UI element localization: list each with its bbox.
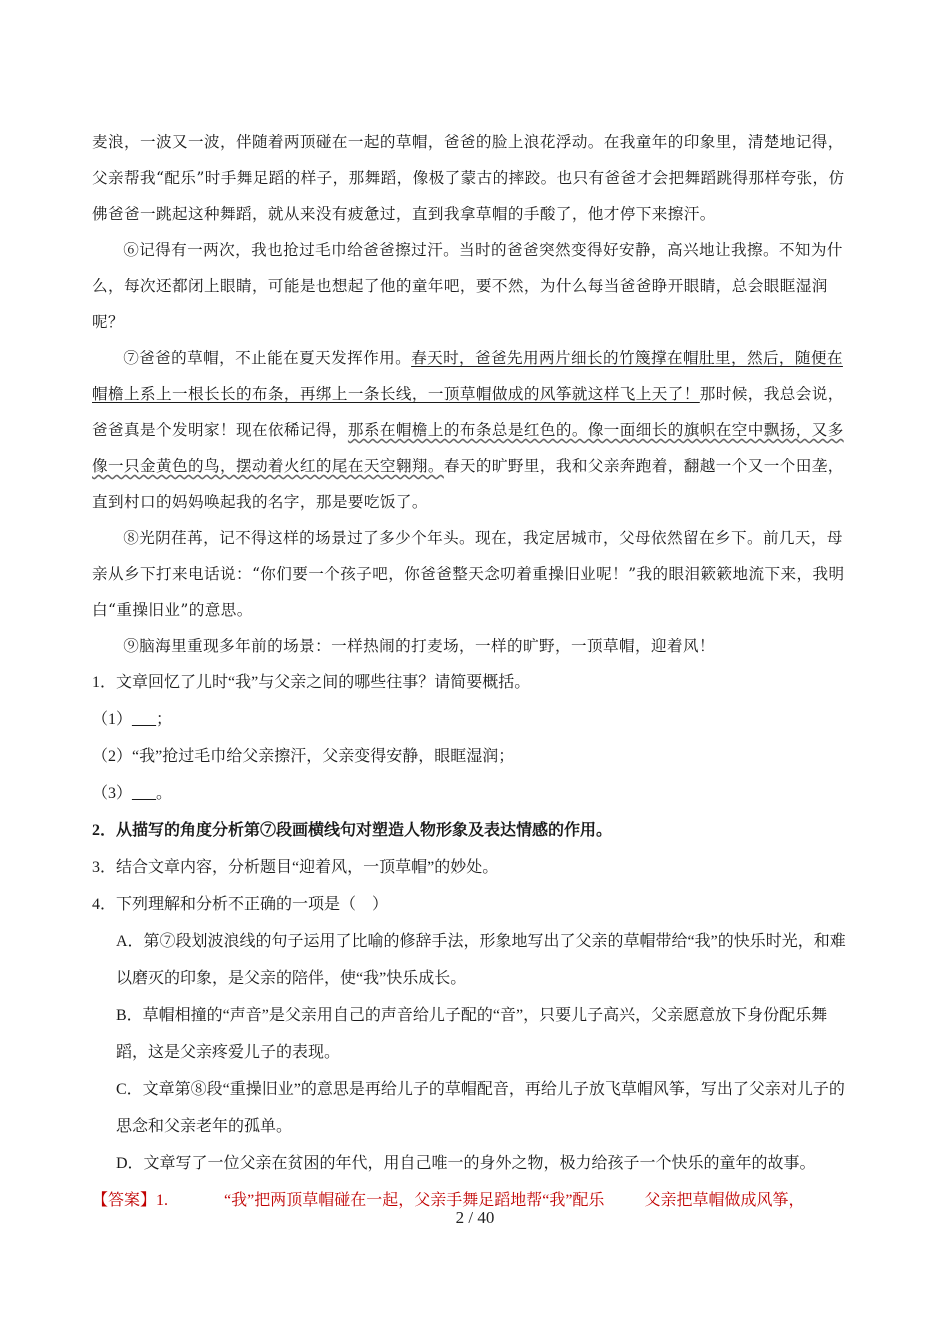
answer-label: 【答案】1. (92, 1192, 169, 1209)
page-number: 2 / 40 (455, 1208, 495, 1227)
question-3: 3．结合文章内容，分析题目“迎着风，一顶草帽”的妙处。 (92, 859, 499, 876)
item-1-prefix: （1） (92, 711, 133, 728)
underlined-sentence: 春天时，爸爸先用两片细长的竹篾撑在帽肚里，然后，随便在帽檐上系上一根长长的布条，再绑上一条长线，一顶草帽做成的风筝就这样飞上天了！ (92, 349, 843, 403)
paragraph-5-continued: 麦浪，一波又一波，伴随着两顶碰在一起的草帽，爸爸的脸上浪花浮动。在我童年的印象里，清楚地记得，父亲帮我“配乐”时手舞足蹈的样子，那舞蹈，像极了蒙古的摔跤。也只有爸爸才会把舞蹈跳得那样夸张，仿佛爸爸一跳起这种舞蹈，就从来没有疲惫过，直到我拿草帽的手酸了，他才停下来擦汗。 (92, 133, 845, 223)
paragraph-7-end: 春天的旷野里，我和父亲奔跑着，翻越一个又一个田垄，直到村口的妈妈唤起我的名字，那是要吃饭了。 (92, 457, 844, 511)
option-c: C．文章第⑧段“重操旧业”的意思是再给儿子的草帽配音，再给儿子放飞草帽风筝，写出了父亲对儿子的思念和父亲老年的孤单。 (116, 1081, 845, 1135)
answer-1-1: “我”把两顶草帽碰在一起，父亲手舞足蹈地帮“我”配乐 (224, 1192, 605, 1209)
option-b: B．草帽相撞的“声音”是父亲用自己的声音给儿子配的“音”，只要儿子高兴，父亲愿意放下身份配乐舞蹈，这是父亲疼爱儿子的表现。 (116, 1007, 828, 1061)
question-2: 2．从描写的角度分析第⑦段画横线句对塑造人物形象及表达情感的作用。 (92, 822, 613, 839)
question-4: 4．下列理解和分析不正确的一项是（ ） (92, 896, 389, 913)
paragraph-8: ⑧光阴荏苒，记不得这样的场景过了多少个年头。现在，我定居城市，父母依然留在乡下。前几天，母亲从乡下打来电话说：“你们要一个孩子吧，你爸爸整天念叨着重操旧业呢！”我的眼泪簌簌地流下来，我明白“重操旧业”的意思。 (92, 529, 845, 619)
page-content (92, 124, 858, 1219)
paragraph-9: ⑨脑海里重现多年前的场景：一样热闹的打麦场，一样的旷野，一顶草帽，迎着风！ (123, 637, 715, 655)
option-a: A．第⑦段划波浪线的句子运用了比喻的修辞手法，形象地写出了父亲的草帽带给“我”的快乐时光，和难以磨灭的印象，是父亲的陪伴，使“我”快乐成长。 (116, 933, 846, 987)
paragraph-7 (92, 340, 858, 520)
paragraph-6: ⑥记得有一两次，我也抢过毛巾给爸爸擦过汗。当时的爸爸突然变得好安静，高兴地让我擦。不知为什么，每次还都闭上眼睛，可能是也想起了他的童年吧，要不然，为什么每当爸爸睁开眼睛，总会眼眶湿润呢？ (92, 241, 843, 331)
item-3-prefix: （3） (92, 785, 133, 802)
item-3-suffix: 。 (156, 785, 173, 802)
wavy-underlined-sentence: 那系在帽檐上的布条总是红色的。像一面细长的旗帜在空中飘扬，又多像一只金黄色的鸟，摆动着火红的尾在天空翱翔。 (92, 421, 844, 475)
answer-1-3: 父亲把草帽做成风筝， (644, 1192, 805, 1209)
item-1-suffix: ； (156, 711, 173, 728)
question-1-item-2: （2）“我”抢过毛巾给父亲擦汗，父亲变得安静，眼眶湿润； (92, 748, 515, 765)
option-d: D．文章写了一位父亲在贫困的年代，用自己唯一的身外之物，极力给孩子一个快乐的童年的故事。 (116, 1155, 816, 1172)
paragraph-7-middle: 那时候，我总会说，爸爸真是个发明家！现在依稀记得， (92, 385, 844, 439)
question-1-item-1 (92, 701, 858, 738)
question-1-item-3 (92, 775, 858, 812)
paragraph-7-intro: ⑦爸爸的草帽，不止能在夏天发挥作用。 (123, 349, 412, 367)
question-1: 1．文章回忆了儿时“我”与父亲之间的哪些往事？请简要概括。 (92, 674, 531, 691)
answer-blank: ___ (132, 785, 157, 802)
answer-blank: ___ (132, 711, 157, 728)
